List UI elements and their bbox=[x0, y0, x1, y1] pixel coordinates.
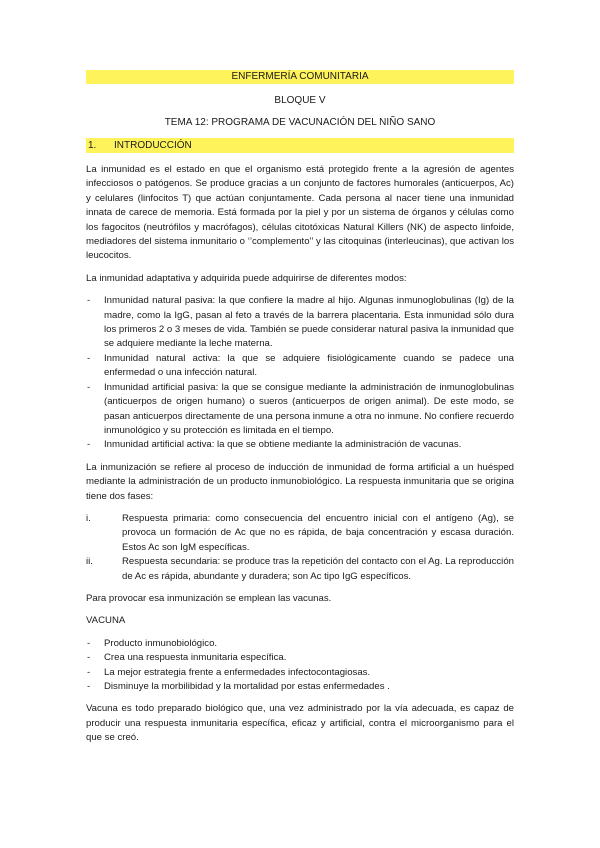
list-item: - Crea una respuesta inmunitaria específica. bbox=[86, 651, 514, 665]
paragraph-vacuna-definicion: Vacuna es todo preparado biológico que, una vez administrado por la vía adecuada, es capaz de producir una respuesta inmunitaria específica, eficaz y artificial, contra el microorganismo para el que se creó. bbox=[86, 703, 514, 744]
course-title-banner: ENFERMERÍA COMUNITARIA bbox=[86, 70, 514, 84]
list-item: - Inmunidad artificial pasiva: la que se consigue mediante la administración de inmunoglobulinas (anticuerpos de origen humano) o sueros (anticuerpos de origen animal). De este modo, se pasan anticuerpos directamente de una persona inmune a otra no inmune. No confiere recuerdo inmunológico y su protección es limitada en el tiempo. bbox=[86, 381, 514, 439]
list-item-text: Respuesta secundaria: se produce tras la repetición del contacto con el Ag. La reproducción de Ac es rápida, abundante y duradera; son Ac tipo IgG específicos. bbox=[122, 556, 514, 582]
list-item: - Inmunidad natural activa: la que se adquiere fisiológicamente cuando se padece una enfermedad o una infección natural. bbox=[86, 352, 514, 381]
list-item bbox=[86, 512, 514, 555]
phases-list bbox=[86, 512, 514, 584]
list-numeral: i. bbox=[86, 512, 91, 524]
vacuna-heading: VACUNA bbox=[86, 615, 126, 627]
section-number: 1. bbox=[88, 140, 97, 151]
paragraph-inmunidad: La inmunidad es el estado en que el organismo está protegido frente a la agresión de agentes infecciosos o patógenos. Se produce gracias a un conjunto de factores humorales (anticuerpos, Ac) y celulares (linfocitos T) que actúan conjuntamente. Cada persona al nacer tiene una inmunidad innata de carece de memoria. Está formada por la piel y por un sistema de órganos y células como los fagocitos (neutrófilos y macrófagos), células citotóxicas Natural Killers (NK) de aspecto linfoide, mediadores del sistema inmunitario o ‘’complemento’’ y las citoquinas (interleucinas), que activan los leucocitos. bbox=[86, 164, 514, 262]
vacuna-list bbox=[86, 637, 514, 695]
list-numeral: ii. bbox=[86, 556, 93, 568]
list-item: - Producto inmunobiológico. bbox=[86, 637, 514, 651]
list-item-text: Respuesta primaria: como consecuencia del encuentro inicial con el antígeno (Ag), se provoca un formación de Ac que no es rápida, de baja concentración y escasa duración. Estos Ac son IgM específicas. bbox=[122, 512, 514, 553]
block-title: BLOQUE V bbox=[274, 95, 326, 106]
paragraph-modos: La inmunidad adaptativa y adquirida puede adquirirse de diferentes modos: bbox=[86, 272, 407, 284]
section-title: INTRODUCCIÓN bbox=[114, 140, 192, 151]
immunity-modes-list bbox=[86, 294, 514, 452]
topic-title: TEMA 12: PROGRAMA DE VACUNACIÓN DEL NIÑO SANO bbox=[164, 117, 436, 128]
document-page bbox=[86, 70, 514, 746]
paragraph-vacunas: Para provocar esa inmunización se emplean las vacunas. bbox=[86, 592, 332, 604]
paragraph-inmunizacion: La inmunización se refiere al proceso de inducción de inmunidad de forma artificial a un huésped mediante la administración de un producto inmunobiológico. La respuesta inmunitaria que se origina tiene dos fases: bbox=[86, 461, 514, 502]
list-item: - Inmunidad natural pasiva: la que confiere la madre al hijo. Algunas inmunoglobulinas (Ig) de la madre, como la IgG, pasan al feto a través de la barrera placentaria. Esta inmunidad sólo dura los primeros 2 o 3 meses de vida. También se puede considerar natural pasiva la inmunidad que se adquiere mediante la leche materna. bbox=[86, 294, 514, 352]
list-item bbox=[86, 555, 514, 584]
list-item: - La mejor estrategia frente a enfermedades infectocontagiosas. bbox=[86, 666, 514, 680]
list-item: - Inmunidad artificial activa: la que se obtiene mediante la administración de vacunas. bbox=[86, 438, 514, 452]
section-heading-introduccion bbox=[86, 138, 514, 153]
list-item: - Disminuye la morbilibidad y la mortalidad por estas enfermedades . bbox=[86, 680, 514, 694]
